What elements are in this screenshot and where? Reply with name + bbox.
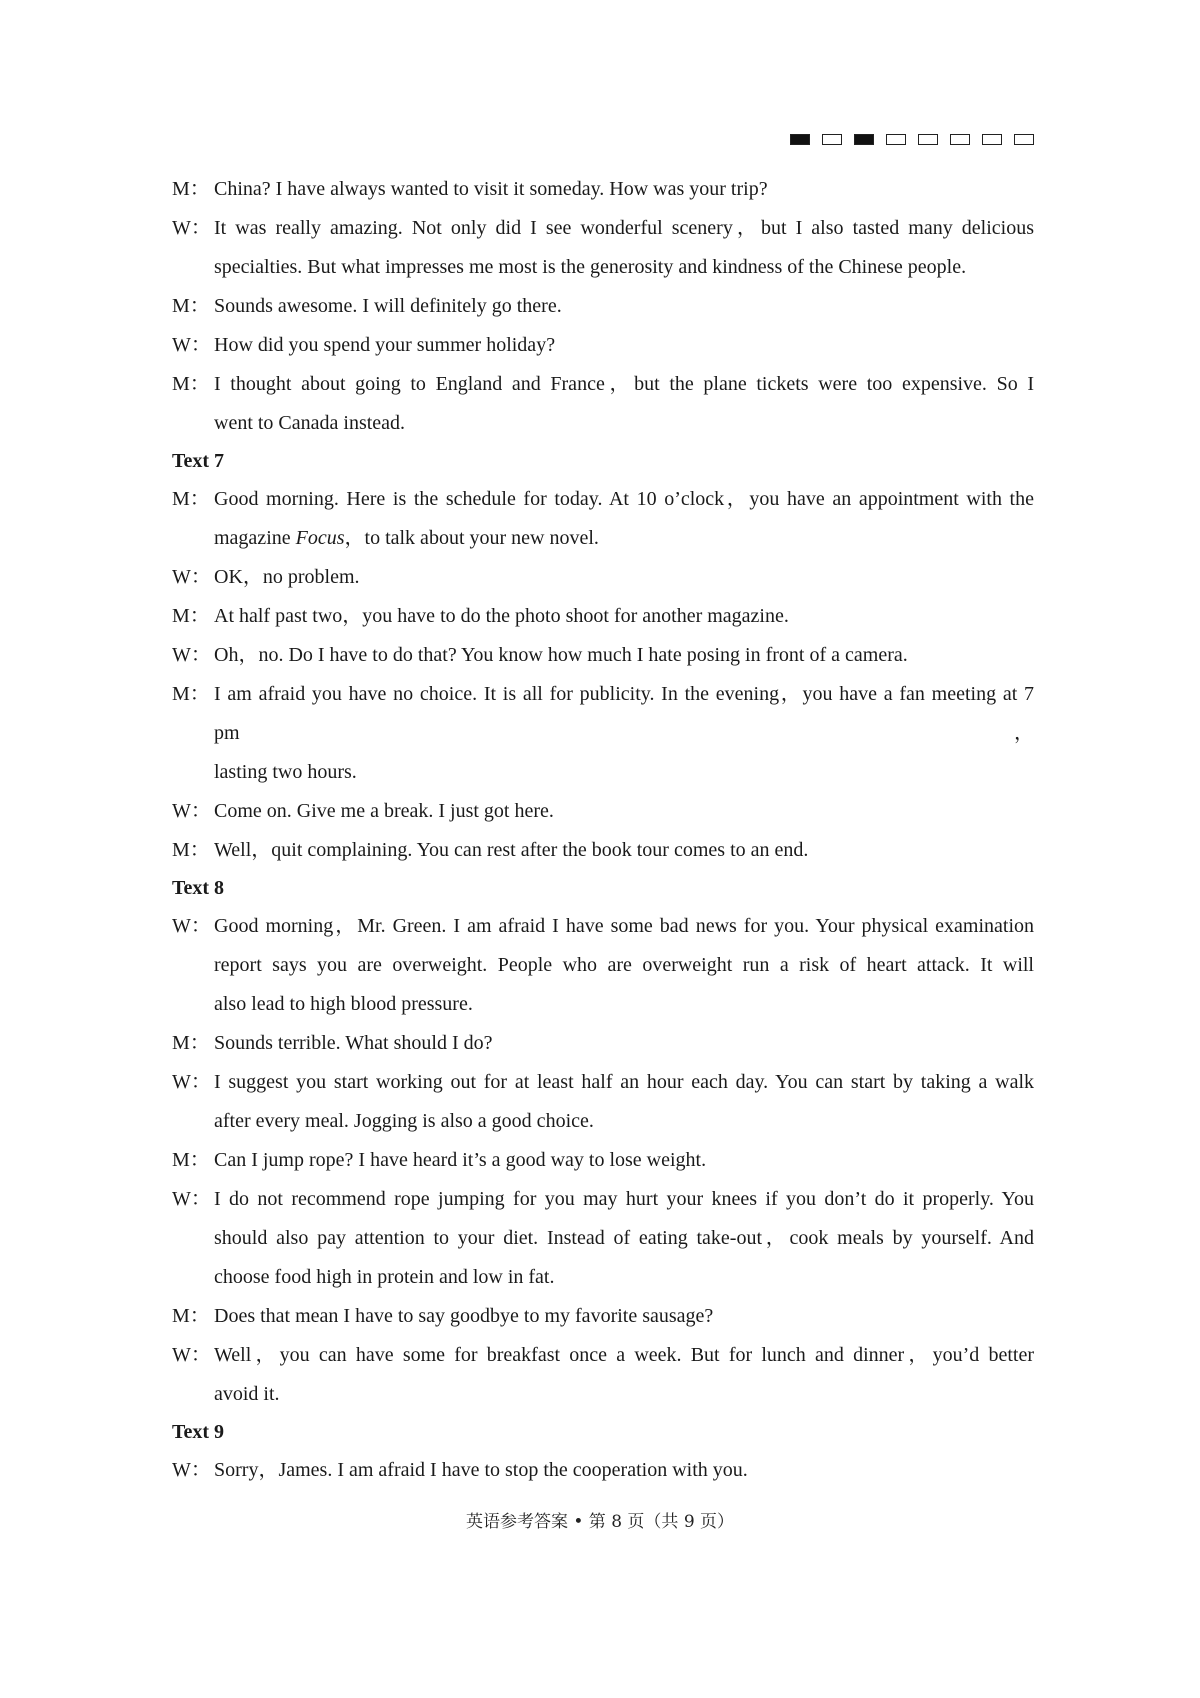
dialogue-line	[172, 209, 1034, 248]
utterance-text: I suggest you start working out for at least half an hour each day. You can start by taking a walk	[214, 1071, 1034, 1093]
section-heading: Text 8	[172, 877, 225, 899]
speaker-label: M：	[172, 373, 210, 395]
page-marker	[982, 134, 1002, 145]
continuation-line: also lead to high blood pressure.	[214, 993, 473, 1015]
utterance-text: Good morning，Mr. Green. I am afraid I have some bad news for you. Your physical examination	[214, 915, 1034, 937]
speaker-label: M：	[172, 295, 210, 317]
speaker-label: W：	[172, 334, 211, 356]
utterance-text: It was really amazing. Not only did I see wonderful scenery，but I also tasted many delicious	[214, 217, 1034, 239]
continuation-line: report says you are overweight. People who are overweight run a risk of heart attack. It will	[214, 954, 1034, 976]
dialogue-line	[172, 365, 1034, 404]
speaker-label: M：	[172, 1305, 210, 1327]
utterance-text: I do not recommend rope jumping for you may hurt your knees if you don’t do it properly. You	[214, 1188, 1034, 1210]
dialogue-line	[172, 907, 1034, 946]
page-marker	[918, 134, 938, 145]
speaker-label: M：	[172, 683, 210, 705]
continuation-line: should also pay attention to your diet. Instead of eating take-out，cook meals by yourself. And	[214, 1227, 1034, 1249]
utterance-text: OK，no problem.	[214, 566, 360, 588]
speaker-label: M：	[172, 1032, 210, 1054]
dialogue-line	[172, 326, 1034, 365]
utterance-text: How did you spend your summer holiday?	[214, 334, 556, 356]
continuation-line: went to Canada instead.	[214, 412, 406, 434]
page-footer: 英语参考答案 • 第 8 页（共 9 页）	[465, 1512, 735, 1532]
speaker-label: W：	[172, 915, 211, 937]
speaker-label: W：	[172, 217, 211, 239]
transcript-body	[172, 170, 1034, 1490]
page-marker	[854, 134, 874, 145]
utterance-text: Well，you can have some for breakfast once a week. But for lunch and dinner，you’d better	[214, 1344, 1034, 1366]
utterance-text: Come on. Give me a break. I just got here.	[214, 800, 554, 822]
utterance-text: Does that mean I have to say goodbye to my favorite sausage?	[214, 1305, 714, 1327]
dialogue-line	[172, 1063, 1034, 1102]
page-progress-markers	[790, 134, 1034, 145]
section-heading: Text 9	[172, 1421, 225, 1443]
dialogue-line	[172, 1336, 1034, 1375]
utterance-text: Oh，no. Do I have to do that? You know how much I hate posing in front of a camera.	[214, 644, 908, 666]
continuation-text: ，to talk about your new novel.	[344, 527, 599, 549]
page-marker	[790, 134, 810, 145]
speaker-label: M：	[172, 605, 210, 627]
speaker-label: W：	[172, 1188, 211, 1210]
speaker-label: W：	[172, 800, 211, 822]
speaker-label: W：	[172, 1459, 211, 1481]
page-marker	[822, 134, 842, 145]
dialogue-line	[172, 1297, 1034, 1336]
utterance-text: Well，quit complaining. You can rest after the book tour comes to an end.	[214, 839, 809, 861]
page-marker	[950, 134, 970, 145]
utterance-text: I thought about going to England and France，but the plane tickets were too expensive. So I	[214, 373, 1034, 395]
speaker-label: M：	[172, 1149, 210, 1171]
dialogue-line	[172, 1451, 1034, 1490]
continuation-line: avoid it.	[214, 1383, 280, 1405]
utterance-text: Sorry，James. I am afraid I have to stop the cooperation with you.	[214, 1459, 748, 1481]
utterance-text: At half past two，you have to do the photo shoot for another magazine.	[214, 605, 789, 627]
speaker-label: W：	[172, 1344, 211, 1366]
dialogue-line	[172, 636, 1034, 675]
continuation-line	[172, 519, 1034, 558]
dialogue-line	[172, 597, 1034, 636]
dialogue-line	[172, 287, 1034, 326]
dialogue-line	[172, 1141, 1034, 1180]
dialogue-line	[172, 480, 1034, 519]
utterance-text: Sounds awesome. I will definitely go there.	[214, 295, 562, 317]
dialogue-line	[172, 831, 1034, 870]
utterance-text: Good morning. Here is the schedule for today. At 10 o’clock，you have an appointment with the	[214, 488, 1034, 510]
dialogue-line	[172, 558, 1034, 597]
continuation-line: choose food high in protein and low in fat.	[214, 1266, 555, 1288]
continuation-line: specialties. But what impresses me most is the generosity and kindness of the Chinese people.	[214, 256, 967, 278]
speaker-label: M：	[172, 488, 210, 510]
speaker-label: M：	[172, 839, 210, 861]
utterance-text: Sounds terrible. What should I do?	[214, 1032, 493, 1054]
dialogue-line	[172, 792, 1034, 831]
dialogue-line	[172, 675, 1034, 753]
dialogue-line	[172, 170, 1034, 209]
section-heading: Text 7	[172, 450, 225, 472]
page-marker	[1014, 134, 1034, 145]
dialogue-line	[172, 1180, 1034, 1219]
continuation-line: lasting two hours.	[214, 761, 357, 783]
speaker-label: W：	[172, 644, 211, 666]
magazine-title: Focus	[295, 527, 345, 549]
continuation-text: magazine	[214, 527, 296, 549]
speaker-label: W：	[172, 566, 211, 588]
utterance-text: I am afraid you have no choice. It is all for publicity. In the evening，you have a fan meeting at 7 pm，	[214, 683, 1034, 744]
continuation-line: after every meal. Jogging is also a good choice.	[214, 1110, 594, 1132]
page-marker	[886, 134, 906, 145]
speaker-label: M：	[172, 178, 210, 200]
dialogue-line	[172, 1024, 1034, 1063]
utterance-text: China? I have always wanted to visit it someday. How was your trip?	[214, 178, 768, 200]
utterance-text: Can I jump rope? I have heard it’s a good way to lose weight.	[214, 1149, 707, 1171]
speaker-label: W：	[172, 1071, 211, 1093]
